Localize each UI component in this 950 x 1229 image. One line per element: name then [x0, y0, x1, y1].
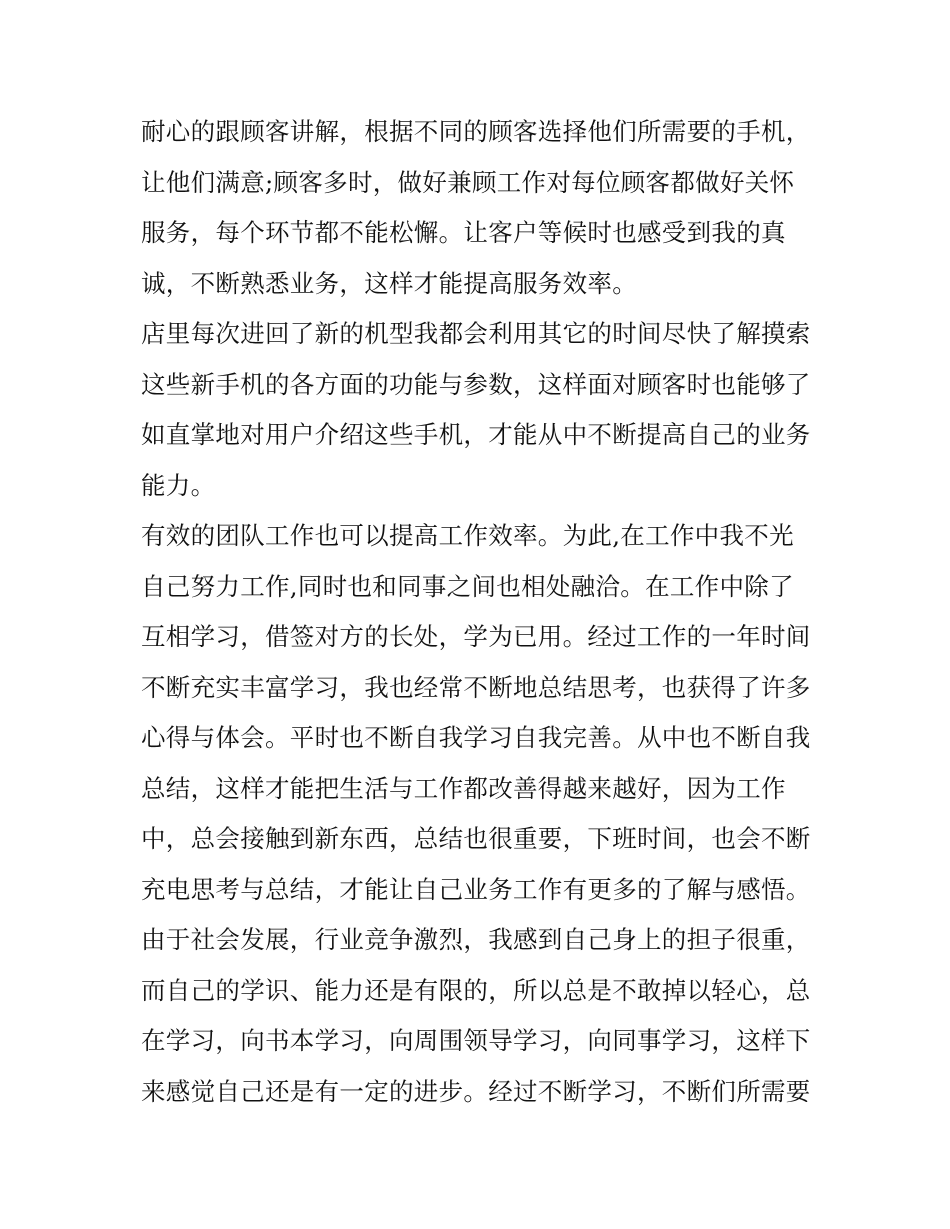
text-line: 让他们满意;顾客多时，做好兼顾工作对每位顾客都做好关怀 — [141, 167, 795, 197]
text-line: 不断充实丰富学习，我也经常不断地总结思考，也获得了许多 — [141, 672, 811, 702]
text-line: 耐心的跟顾客讲解，根据不同的顾客选择他们所需要的手机， — [141, 117, 811, 146]
text-line: 自己努力工作,同时也和同事之间也相处融洽。在工作中除了 — [141, 571, 794, 601]
text-line: 心得与体会。平时也不断自我学习自我完善。从中也不断自我 — [141, 723, 811, 752]
text-line: 服务，每个环节都不能松懈。让客户等候时也感受到我的真 — [141, 218, 786, 247]
text-line: 充电思考与总结，才能让自己业务工作有更多的了解与感悟。 — [141, 874, 811, 904]
text-line: 而自己的学识、能力还是有限的，所以总是不敢掉以轻心，总 — [141, 975, 811, 1005]
text-line: 这些新手机的各方面的功能与参数，这样面对顾客时也能够了 — [141, 369, 811, 399]
text-line: 中，总会接触到新东西，总结也很重要，下班时间，也会不断 — [141, 824, 811, 853]
text-line: 由于社会发展，行业竞争激烈，我感到自己身上的担子很重， — [141, 925, 811, 954]
text-line: 能力。 — [141, 470, 216, 500]
body-text — [141, 107, 821, 1117]
text-line: 来感觉自己还是有一定的进步。经过不断学习，不断们所需要 — [141, 1076, 811, 1106]
text-line: 诚，不断熟悉业务，这样才能提高服务效率。 — [141, 268, 637, 298]
text-line: 如直掌地对用户介绍这些手机，才能从中不断提高自己的业务 — [141, 420, 811, 449]
text-line: 店里每次进回了新的机型我都会利用其它的时间尽快了解摸索 — [141, 319, 811, 348]
text-line: 有效的团队工作也可以提高工作效率。为此,在工作中我不光 — [141, 521, 794, 550]
text-line: 在学习，向书本学习，向周围领导学习，向同事学习，这样下 — [141, 1026, 811, 1055]
text-line: 总结，这样才能把生活与工作都改善得越来越好，因为工作 — [141, 773, 786, 803]
text-line: 互相学习，借签对方的长处，学为已用。经过工作的一年时间 — [141, 622, 811, 651]
